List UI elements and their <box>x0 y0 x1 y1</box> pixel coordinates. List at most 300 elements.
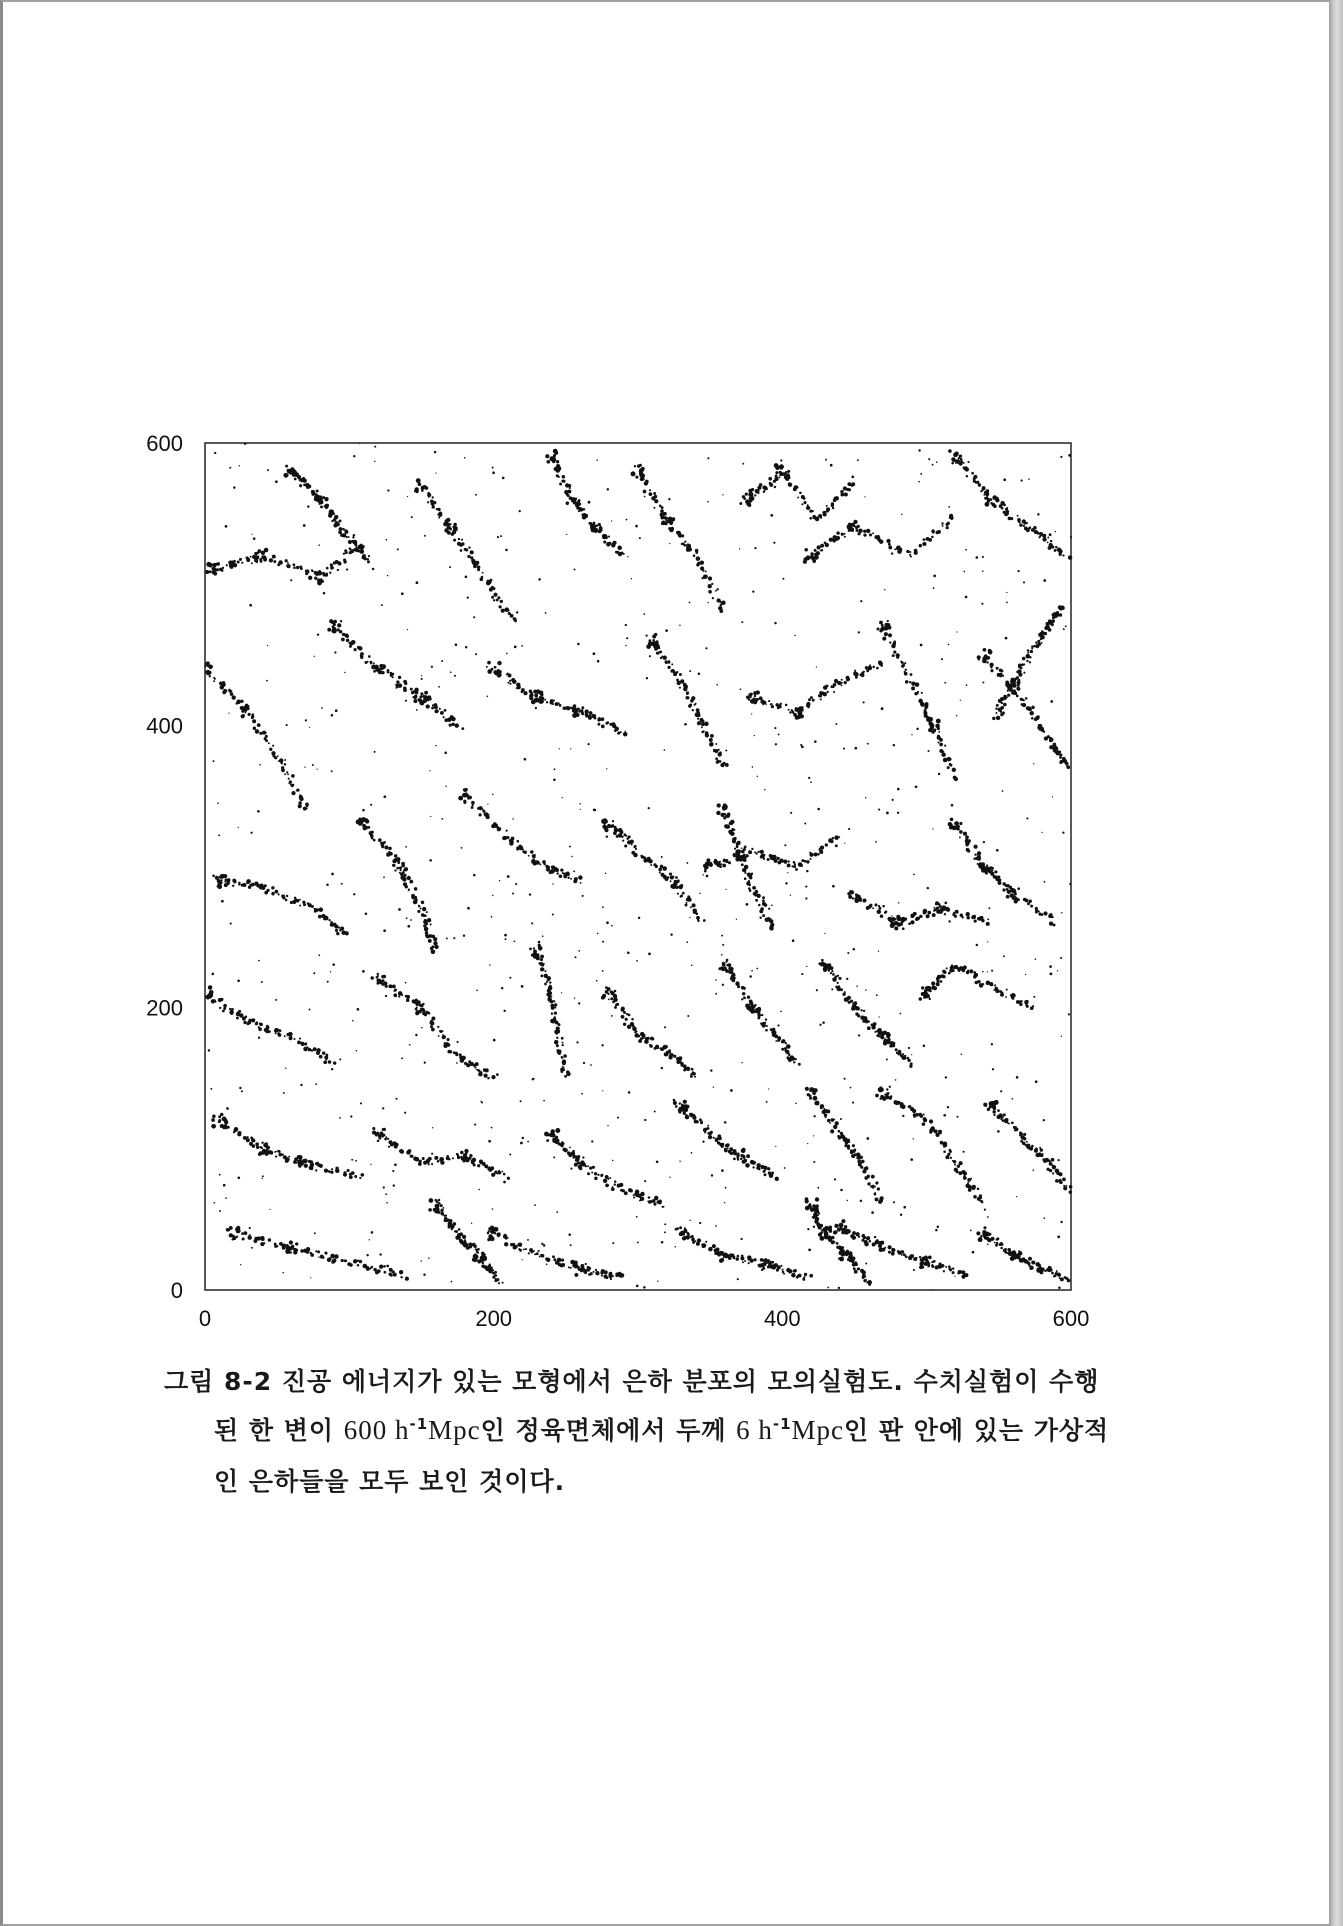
galaxy-point <box>447 1043 450 1046</box>
field-galaxy-point <box>481 1102 483 1104</box>
galaxy-cluster-point <box>746 501 751 506</box>
field-galaxy-point <box>715 979 716 980</box>
field-galaxy-point <box>290 579 292 581</box>
galaxy-point <box>227 878 231 882</box>
galaxy-point <box>920 702 924 706</box>
galaxy-point <box>359 1260 363 1264</box>
field-galaxy-point <box>625 730 626 731</box>
galaxy-point <box>720 863 722 865</box>
field-galaxy-point <box>832 885 835 888</box>
galaxy-point <box>346 639 349 642</box>
galaxy-point <box>434 703 438 707</box>
field-galaxy-point <box>865 989 866 990</box>
galaxy-point <box>1000 713 1003 716</box>
galaxy-point <box>941 522 943 524</box>
galaxy-point <box>915 682 920 687</box>
galaxy-cluster-point <box>720 1253 723 1256</box>
galaxy-point <box>929 1119 933 1123</box>
galaxy-point <box>961 1270 965 1274</box>
galaxy-point <box>891 1043 895 1047</box>
field-galaxy-point <box>790 895 791 896</box>
galaxy-point <box>765 1018 767 1020</box>
galaxy-cluster-point <box>468 796 472 800</box>
field-galaxy-point <box>705 647 707 649</box>
galaxy-point <box>404 682 407 685</box>
galaxy-point <box>700 560 704 564</box>
galaxy-point <box>258 1027 262 1031</box>
galaxy-point <box>1040 535 1042 537</box>
galaxy-cluster-point <box>834 1224 838 1228</box>
field-galaxy-point <box>724 1202 725 1203</box>
galaxy-point <box>1003 1113 1006 1116</box>
galaxy-point <box>746 1154 750 1158</box>
galaxy-cluster-point <box>984 1236 987 1239</box>
galaxy-point <box>669 528 673 532</box>
galaxy-point <box>996 877 1000 881</box>
galaxy-point <box>256 1146 259 1149</box>
galaxy-point <box>248 885 251 888</box>
galaxy-cluster-point <box>951 462 954 465</box>
galaxy-point <box>1051 1158 1055 1162</box>
galaxy-point <box>1003 504 1006 507</box>
galaxy-point <box>977 851 981 855</box>
galaxy-point <box>453 539 456 542</box>
galaxy-point <box>621 836 623 838</box>
galaxy-point <box>510 1243 514 1247</box>
galaxy-point <box>503 1234 507 1238</box>
galaxy-point <box>277 755 279 757</box>
galaxy-point <box>680 894 683 897</box>
galaxy-point <box>392 676 394 678</box>
galaxy-point <box>679 673 682 676</box>
field-galaxy-point <box>612 1275 614 1277</box>
field-galaxy-point <box>625 645 627 647</box>
galaxy-cluster-point <box>1012 889 1016 893</box>
galaxy-cluster-point <box>440 1204 443 1207</box>
galaxy-cluster-point <box>309 1166 313 1170</box>
field-galaxy-point <box>654 1111 656 1113</box>
field-galaxy-point <box>385 995 387 997</box>
galaxy-point <box>860 1009 862 1011</box>
galaxy-cluster-point <box>483 1257 487 1261</box>
field-galaxy-point <box>987 1243 989 1245</box>
galaxy-point <box>715 590 717 592</box>
galaxy-point <box>953 1160 956 1163</box>
galaxy-point <box>908 922 911 925</box>
galaxy-point <box>762 914 765 917</box>
galaxy-point <box>857 1267 860 1270</box>
galaxy-cluster-point <box>376 982 379 985</box>
galaxy-point <box>507 682 509 684</box>
galaxy-point <box>681 543 683 545</box>
galaxy-point <box>692 1072 696 1076</box>
galaxy-point <box>777 1265 781 1269</box>
galaxy-point <box>519 1249 522 1252</box>
galaxy-point <box>507 1177 510 1180</box>
field-galaxy-point <box>918 481 920 483</box>
galaxy-point <box>519 845 522 848</box>
galaxy-point <box>609 1272 613 1276</box>
galaxy-point <box>754 695 756 697</box>
field-galaxy-point <box>492 895 493 896</box>
galaxy-cluster-point <box>714 860 719 865</box>
field-galaxy-point <box>669 1176 670 1177</box>
galaxy-point <box>608 999 610 1001</box>
galaxy-cluster-point <box>901 920 904 923</box>
galaxy-point <box>714 1252 717 1255</box>
field-galaxy-point <box>405 982 407 984</box>
galaxy-point <box>653 507 655 509</box>
galaxy-point <box>539 1255 541 1257</box>
galaxy-point <box>449 1050 452 1053</box>
galaxy-point <box>943 971 946 974</box>
galaxy-point <box>865 1019 869 1023</box>
galaxy-point <box>659 505 662 508</box>
galaxy-point <box>966 916 969 919</box>
galaxy-point <box>563 1148 567 1152</box>
galaxy-point <box>994 870 997 873</box>
galaxy-cluster-point <box>736 845 739 848</box>
galaxy-point <box>305 569 309 573</box>
galaxy-point <box>952 1271 955 1274</box>
galaxy-cluster-point <box>925 992 928 995</box>
galaxy-point <box>568 1266 570 1268</box>
galaxy-point <box>546 981 548 983</box>
galaxy-point <box>695 713 700 718</box>
galaxy-point <box>373 662 375 664</box>
field-galaxy-point <box>1001 1119 1004 1122</box>
galaxy-point <box>848 1001 851 1004</box>
field-galaxy-point <box>401 1057 403 1059</box>
galaxy-point <box>528 855 530 857</box>
field-galaxy-point <box>1050 973 1053 976</box>
galaxy-point <box>222 567 224 569</box>
galaxy-point <box>884 1247 886 1249</box>
field-galaxy-point <box>611 520 612 521</box>
field-galaxy-point <box>257 810 260 813</box>
galaxy-point <box>705 570 707 572</box>
galaxy-point <box>779 703 781 705</box>
galaxy-point <box>980 490 982 492</box>
field-galaxy-point <box>429 859 432 862</box>
galaxy-cluster-point <box>497 1235 500 1238</box>
galaxy-cluster-point <box>573 1260 577 1264</box>
field-galaxy-point <box>751 970 753 972</box>
field-galaxy-point <box>208 1049 210 1051</box>
galaxy-point <box>932 532 934 534</box>
field-galaxy-point <box>835 723 837 725</box>
field-galaxy-point <box>1050 1269 1053 1272</box>
field-galaxy-point <box>476 1069 477 1070</box>
galaxy-point <box>806 702 810 706</box>
galaxy-point <box>713 750 715 752</box>
galaxy-point <box>501 609 505 613</box>
galaxy-point <box>427 918 431 922</box>
galaxy-point <box>237 561 240 564</box>
galaxy-point <box>604 1275 606 1277</box>
galaxy-point <box>708 584 712 588</box>
galaxy-point <box>1052 1172 1054 1174</box>
galaxy-cluster-point <box>988 869 992 873</box>
galaxy-point <box>872 907 874 909</box>
galaxy-point <box>831 970 833 972</box>
galaxy-cluster-point <box>531 700 536 705</box>
galaxy-point <box>708 576 712 580</box>
galaxy-cluster-point <box>236 1229 241 1234</box>
galaxy-point <box>783 1273 785 1275</box>
galaxy-point <box>318 915 322 919</box>
galaxy-point <box>696 1120 699 1123</box>
field-galaxy-point <box>457 1041 459 1043</box>
galaxy-cluster-point <box>935 724 940 729</box>
galaxy-point <box>869 533 872 536</box>
galaxy-cluster-point <box>724 1253 729 1258</box>
galaxy-point <box>965 843 968 846</box>
galaxy-point <box>800 864 803 867</box>
galaxy-point <box>686 696 689 699</box>
field-galaxy-point <box>771 854 773 856</box>
galaxy-point <box>1051 623 1054 626</box>
field-galaxy-point <box>817 1187 819 1189</box>
galaxy-point <box>398 676 401 679</box>
galaxy-cluster-point <box>298 1164 301 1167</box>
galaxy-point <box>511 837 515 841</box>
galaxy-cluster-point <box>585 715 588 718</box>
field-galaxy-point <box>644 1119 646 1121</box>
galaxy-cluster-point <box>827 969 830 972</box>
field-galaxy-point <box>383 841 386 844</box>
galaxy-cluster-point <box>429 1198 434 1203</box>
field-galaxy-point <box>927 887 929 889</box>
galaxy-point <box>768 908 770 910</box>
galaxy-cluster-point <box>212 563 216 567</box>
galaxy-cluster-point <box>683 1100 687 1104</box>
galaxy-point <box>831 1118 835 1122</box>
galaxy-point <box>1029 1147 1033 1151</box>
galaxy-point <box>491 596 494 599</box>
galaxy-point <box>793 865 796 868</box>
field-galaxy-point <box>442 1034 443 1035</box>
galaxy-point <box>715 743 717 745</box>
field-galaxy-point <box>1011 1098 1013 1100</box>
galaxy-point <box>919 915 922 918</box>
field-galaxy-point <box>948 506 950 508</box>
field-galaxy-point <box>309 1009 311 1011</box>
galaxy-point <box>964 1273 968 1277</box>
galaxy-point <box>293 566 296 569</box>
galaxy-point <box>686 898 690 902</box>
galaxy-point <box>613 831 617 835</box>
galaxy-point <box>214 1001 216 1003</box>
galaxy-point <box>694 1076 696 1078</box>
galaxy-cluster-point <box>340 620 342 622</box>
galaxy-point <box>754 1161 756 1163</box>
field-galaxy-point <box>831 988 833 990</box>
galaxy-cluster-point <box>289 1251 291 1253</box>
galaxy-cluster-point <box>428 1208 432 1212</box>
galaxy-point <box>946 967 948 969</box>
field-galaxy-point <box>938 773 940 775</box>
galaxy-point <box>693 910 697 914</box>
galaxy-point <box>220 685 225 690</box>
field-galaxy-point <box>918 449 920 451</box>
galaxy-point <box>691 1238 695 1242</box>
field-galaxy-point <box>226 1107 229 1110</box>
galaxy-cluster-point <box>215 876 219 880</box>
galaxy-cluster-point <box>218 1115 221 1118</box>
galaxy-cluster-point <box>572 498 576 502</box>
field-galaxy-point <box>631 578 632 579</box>
field-galaxy-point <box>627 556 628 557</box>
field-galaxy-point <box>722 494 723 495</box>
galaxy-cluster-point <box>938 903 941 906</box>
galaxy-point <box>614 1180 617 1183</box>
field-galaxy-point <box>854 747 857 750</box>
galaxy-point <box>326 567 329 570</box>
galaxy-cluster-point <box>610 991 612 993</box>
galaxy-cluster-point <box>416 478 421 483</box>
galaxy-point <box>547 866 550 869</box>
galaxy-point <box>597 1174 599 1176</box>
field-galaxy-point <box>282 1272 284 1274</box>
field-galaxy-point <box>506 653 508 655</box>
galaxy-point <box>437 1160 440 1163</box>
galaxy-cluster-point <box>921 1266 924 1269</box>
galaxy-point <box>755 852 757 854</box>
galaxy-point <box>388 847 392 851</box>
galaxy-point <box>335 1167 338 1170</box>
galaxy-cluster-point <box>419 702 422 705</box>
galaxy-point <box>829 538 833 542</box>
galaxy-point <box>479 813 482 816</box>
field-galaxy-point <box>241 1090 243 1092</box>
galaxy-cluster-point <box>403 869 405 871</box>
galaxy-point <box>336 932 339 935</box>
field-galaxy-point <box>492 467 494 469</box>
galaxy-point <box>677 893 679 895</box>
galaxy-cluster-point <box>333 620 337 624</box>
galaxy-point <box>380 1266 383 1269</box>
galaxy-point <box>764 903 768 907</box>
galaxy-point <box>961 967 965 971</box>
galaxy-point <box>904 672 908 676</box>
field-galaxy-point <box>520 1100 522 1102</box>
galaxy-point <box>726 1143 730 1147</box>
field-galaxy-point <box>911 734 912 735</box>
galaxy-point <box>614 1183 616 1185</box>
galaxy-point <box>243 883 247 887</box>
galaxy-point <box>824 1113 827 1116</box>
galaxy-cluster-point <box>671 885 675 889</box>
galaxy-cluster-point <box>205 570 209 574</box>
galaxy-point <box>615 828 618 831</box>
galaxy-point <box>338 1170 340 1172</box>
galaxy-point <box>1019 523 1022 526</box>
galaxy-point <box>251 884 253 886</box>
field-galaxy-point <box>984 1209 986 1211</box>
galaxy-point <box>792 711 795 714</box>
field-galaxy-point <box>987 971 988 972</box>
galaxy-point <box>888 1245 892 1249</box>
galaxy-point <box>909 1065 912 1068</box>
galaxy-point <box>655 865 658 868</box>
field-galaxy-point <box>996 849 999 852</box>
field-galaxy-point <box>1060 456 1062 458</box>
galaxy-point <box>807 504 809 506</box>
galaxy-point <box>275 1032 277 1034</box>
field-galaxy-point <box>524 758 527 761</box>
galaxy-point <box>578 875 582 879</box>
galaxy-point <box>543 963 545 965</box>
galaxy-cluster-point <box>839 1223 844 1228</box>
galaxy-point <box>498 1282 500 1284</box>
galaxy-point <box>425 915 427 917</box>
galaxy-point <box>752 886 756 890</box>
galaxy-point <box>848 1141 850 1143</box>
galaxy-point <box>742 868 746 872</box>
galaxy-point <box>911 1108 913 1110</box>
galaxy-cluster-point <box>881 1036 884 1039</box>
galaxy-point <box>545 984 547 986</box>
galaxy-point <box>588 1273 591 1276</box>
field-galaxy-point <box>210 1088 212 1090</box>
galaxy-cluster-point <box>577 1155 580 1158</box>
galaxy-point <box>417 910 420 913</box>
galaxy-point <box>428 496 430 498</box>
galaxy-point <box>697 721 701 725</box>
galaxy-point <box>546 1258 550 1262</box>
galaxy-point <box>428 1012 431 1015</box>
field-galaxy-point <box>596 980 598 982</box>
field-galaxy-point <box>269 1209 270 1210</box>
field-galaxy-point <box>353 455 355 457</box>
field-galaxy-point <box>451 1281 453 1283</box>
galaxy-point <box>241 1232 244 1235</box>
galaxy-point <box>349 551 352 554</box>
galaxy-point <box>422 1157 425 1160</box>
galaxy-point <box>252 555 256 559</box>
galaxy-point <box>724 1149 728 1153</box>
galaxy-point <box>869 904 872 907</box>
galaxy-point <box>324 1056 328 1060</box>
galaxy-point <box>214 678 216 680</box>
field-galaxy-point <box>1033 763 1034 764</box>
galaxy-point <box>684 688 687 691</box>
galaxy-cluster-point <box>322 572 325 575</box>
galaxy-cluster-point <box>821 959 824 962</box>
galaxy-point <box>710 1131 713 1134</box>
galaxy-point <box>1060 1173 1062 1175</box>
galaxy-point <box>853 1267 856 1270</box>
galaxy-point <box>716 1138 718 1140</box>
field-galaxy-point <box>860 1200 862 1202</box>
galaxy-point <box>1018 669 1022 673</box>
field-galaxy-point <box>249 604 252 607</box>
galaxy-cluster-point <box>585 1263 587 1265</box>
galaxy-cluster-point <box>737 1158 739 1160</box>
field-galaxy-point <box>784 844 786 846</box>
field-galaxy-point <box>928 458 930 460</box>
field-galaxy-point <box>239 465 240 466</box>
galaxy-point <box>973 915 976 918</box>
galaxy-point <box>236 1017 239 1020</box>
galaxy-point <box>1054 549 1057 552</box>
galaxy-point <box>510 614 514 618</box>
galaxy-point <box>929 1131 932 1134</box>
galaxy-point <box>333 1061 336 1064</box>
field-galaxy-point <box>327 981 329 983</box>
field-galaxy-point <box>805 886 807 888</box>
